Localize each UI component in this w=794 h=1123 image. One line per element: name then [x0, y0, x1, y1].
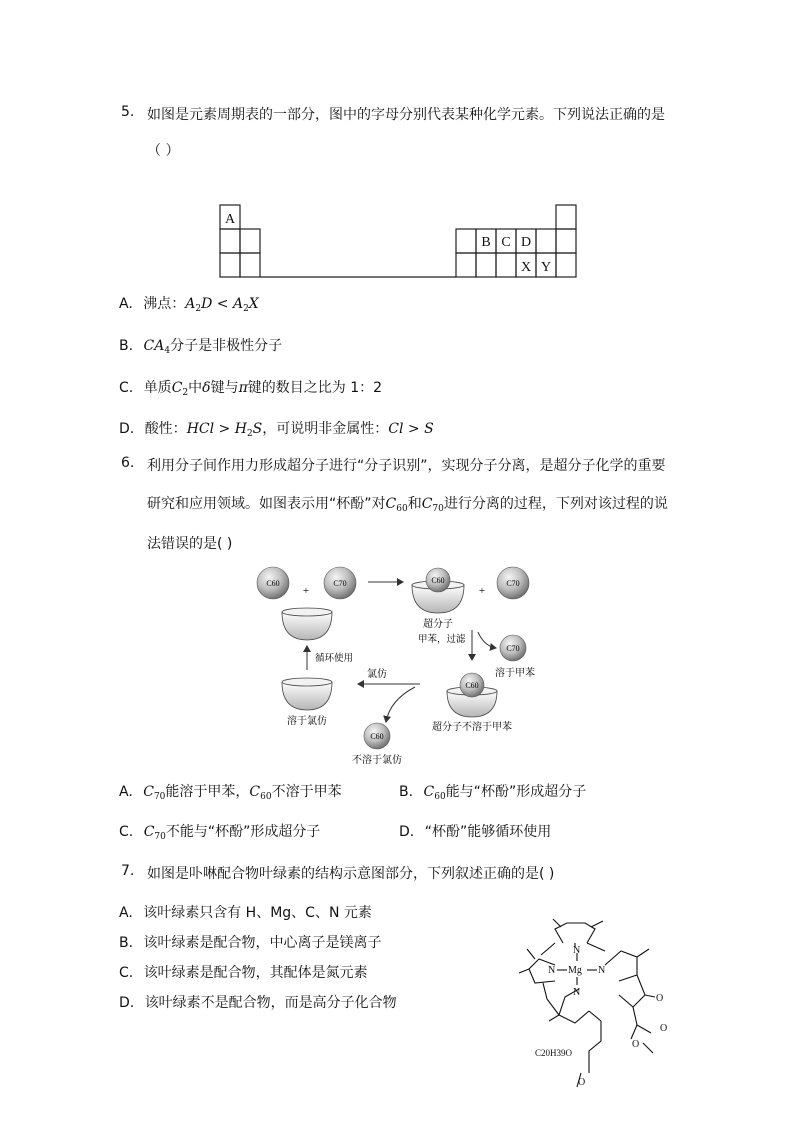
stem-text: 进行分离的过程，下列对该过程的说 [443, 496, 668, 512]
option-label: A. [119, 905, 133, 921]
option-label: B. [119, 338, 134, 354]
c60-label: C60 [370, 732, 384, 741]
option-text: 单质 [143, 380, 172, 396]
option-text: 键的数目之比为 1：2 [247, 380, 383, 396]
element-X: X [520, 260, 532, 275]
nitrogen-label: N [573, 945, 581, 956]
c60-label: C60 [465, 681, 479, 690]
q5-option-d [119, 418, 434, 439]
chloroform-label: 氯仿 [367, 669, 387, 680]
question-5-number: 5. [121, 104, 135, 120]
c60-label: C60 [266, 579, 280, 588]
question-6-line3: 法错误的是( ) [147, 536, 233, 552]
q5-option-b [119, 335, 282, 356]
recycle-label: 循环使用 [315, 654, 354, 664]
option-text: 中 [188, 380, 203, 396]
stem-text: 研究和应用领域。如图表示用“杯酚”对 [147, 496, 386, 512]
stem-text: 和 [407, 496, 422, 512]
option-text: 该叶绿素是配合物，中心离子是镁离子 [143, 935, 382, 951]
option-text: 键与 [210, 380, 239, 396]
option-label: A. [119, 296, 133, 312]
q6-option-c [119, 821, 320, 842]
option-text: 该叶绿素只含有 H、Mg、C、N 元素 [143, 905, 372, 921]
question-6-number: 6. [121, 455, 135, 471]
option-label: A. [119, 784, 133, 800]
phytyl-chain-label: C20H39O [535, 1048, 573, 1058]
option-text: 该叶绿素是配合物，其配体是氮元素 [143, 965, 368, 981]
option-text: “杯酚”能够循环使用 [424, 824, 552, 840]
calixarene-separation-diagram [240, 560, 560, 772]
option-label: B. [399, 784, 414, 800]
element-C: C [501, 235, 511, 250]
arrow [386, 687, 415, 722]
formula: δ [202, 380, 211, 396]
option-label: D. [119, 421, 135, 437]
option-text: 酸性： [144, 421, 187, 437]
insoluble-in-toluene-label: 超分子不溶于甲苯 [432, 722, 512, 733]
option-text: ，可说明非金属性： [262, 421, 389, 437]
oxygen-label: O [660, 1023, 668, 1034]
question-6-line2 [147, 493, 668, 514]
formula: $C_{70}$ [143, 824, 166, 842]
q7-option-b [119, 932, 382, 952]
q6-option-a [119, 781, 342, 802]
q7-option-d [119, 992, 397, 1012]
question-5-paren: （ ） [147, 143, 180, 159]
oxygen-label: O [632, 1039, 640, 1050]
option-label: D. [119, 995, 135, 1011]
element-Y: Y [540, 260, 552, 275]
formula: $C_{60}$ [423, 784, 446, 802]
soluble-in-toluene-label: 溶于甲苯 [495, 668, 535, 679]
plus-sign: + [478, 585, 486, 597]
formula: $A_2D < A_2X$ [185, 296, 259, 314]
magnesium-label: Mg [568, 965, 582, 976]
c70-label: C70 [333, 579, 347, 588]
c70-label: C70 [506, 644, 520, 653]
element-D: D [520, 235, 532, 250]
option-label: C. [119, 824, 134, 840]
option-text: 该叶绿素不是配合物，而是高分子化合物 [144, 995, 397, 1011]
c70-label: C70 [506, 579, 520, 588]
q6-option-b [399, 781, 586, 802]
arrow [478, 632, 496, 648]
formula: $C_{60}$ [249, 784, 272, 802]
c60-label: C60 [431, 576, 445, 585]
option-text: 分子是非极性分子 [170, 338, 283, 354]
nitrogen-label: N [573, 987, 581, 998]
question-6-line1: 利用分子间作用力形成超分子进行“分子识别”，实现分子分离，是超分子化学的重要 [147, 458, 666, 474]
option-text: 能溶于甲苯， [165, 784, 250, 800]
option-label: B. [119, 935, 134, 951]
option-label: C. [119, 380, 134, 396]
q7-option-c [119, 962, 368, 982]
formula: Cl > S [388, 421, 434, 437]
question-5-stem: 如图是元素周期表的一部分，图中的字母分别代表某种化学元素。下列说法正确的是 [147, 107, 665, 123]
periodic-table-fragment [215, 200, 580, 280]
formula: $C_{60}$ [385, 496, 408, 514]
question-7-number: 7. [121, 863, 135, 879]
formula: $CA_4$ [143, 338, 171, 356]
option-text: 能与“杯酚”形成超分子 [445, 784, 587, 800]
nitrogen-label: N [598, 965, 606, 976]
q7-option-a [119, 902, 372, 922]
formula: $C_{70}$ [421, 496, 444, 514]
oxygen-label: O [578, 1077, 586, 1088]
element-B: B [481, 235, 491, 250]
plus-sign: + [302, 585, 310, 597]
formula: HCl > $H_2S$ [186, 421, 263, 439]
q5-option-a [119, 293, 259, 314]
option-label: C. [119, 965, 134, 981]
option-text: 沸点： [143, 296, 186, 312]
q5-option-c [119, 377, 382, 398]
option-label: D. [399, 824, 415, 840]
oxygen-label: O [656, 993, 664, 1004]
formula: π [238, 380, 248, 396]
q6-option-d [399, 821, 551, 841]
formula: $C_2$ [171, 380, 189, 398]
option-text: 不溶于甲苯 [271, 784, 342, 800]
question-7-stem: 如图是卟啉配合物叶绿素的结构示意图部分，下列叙述正确的是( ) [147, 866, 555, 882]
insoluble-in-chloroform-label: 不溶于氯仿 [352, 755, 402, 766]
toluene-filter-label: 甲苯，过滤 [418, 635, 466, 645]
option-text: 不能与“杯酚”形成超分子 [165, 824, 321, 840]
formula: $C_{70}$ [143, 784, 166, 802]
chlorophyll-structure [515, 915, 695, 1115]
soluble-in-chloroform-label: 溶于氯仿 [287, 716, 327, 727]
supermolecule-label: 超分子 [423, 619, 453, 630]
nitrogen-label: N [548, 965, 556, 976]
element-A: A [224, 212, 236, 227]
